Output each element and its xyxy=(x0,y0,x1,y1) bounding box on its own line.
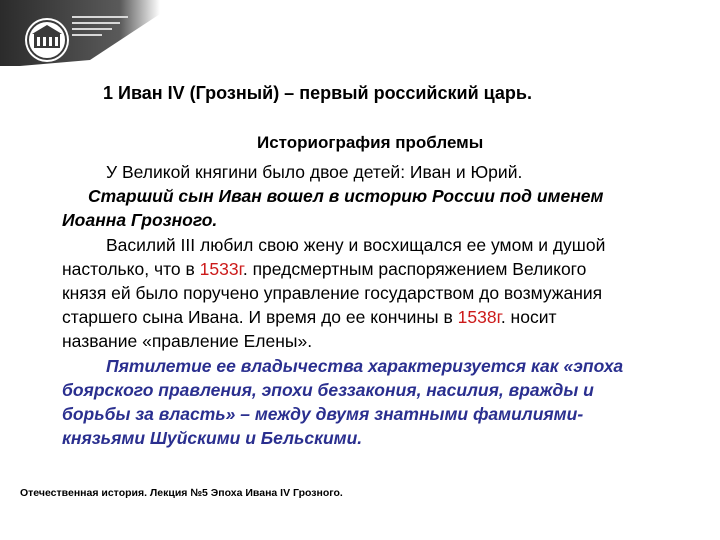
year-highlight: 1533г xyxy=(199,258,243,279)
body-text-segment: . предсмертным распоряжением Великого xyxy=(242,258,587,279)
body-line: Иоанна Грозного. xyxy=(62,210,218,231)
quote-line: Пятилетие ее владычества характеризуется как «эпоха xyxy=(106,355,624,376)
body-line: Василий III любил свою жену и восхищался ее умом и душой xyxy=(106,234,606,255)
body-line: князя ей было поручено управление государством до возмужания xyxy=(62,283,603,304)
body-line xyxy=(62,257,712,281)
body-text-segment: . носит xyxy=(500,307,557,328)
body-line: название «правление Елены». xyxy=(62,331,313,352)
university-logo-icon xyxy=(0,0,160,80)
body-line: Старший сын Иван вошел в историю России под именем xyxy=(88,186,604,207)
body-line xyxy=(62,305,712,329)
footer-caption: Отечественная история. Лекция №5 Эпоха Ивана IV Грозного. xyxy=(20,487,343,499)
quote-line: князьями Шуйскими и Бельскими. xyxy=(62,428,363,449)
quote-line: боярского правления, эпохи беззакония, насилия, вражды и xyxy=(62,379,594,400)
body-text xyxy=(62,160,712,450)
section-subtitle: Историография проблемы xyxy=(257,133,484,152)
body-text-segment: настолько, что в xyxy=(62,258,200,279)
body-text-segment: старшего сына Ивана. И время до ее кончины в xyxy=(62,307,458,328)
body-line: У Великой княгини было двое детей: Иван и Юрий. xyxy=(106,162,523,182)
slide-title: 1 Иван IV (Грозный) – первый российский царь. xyxy=(103,83,532,103)
quote-line: борьбы за власть» – между двумя знатными фамилиями- xyxy=(62,404,584,425)
year-highlight: 1538г xyxy=(457,307,501,328)
